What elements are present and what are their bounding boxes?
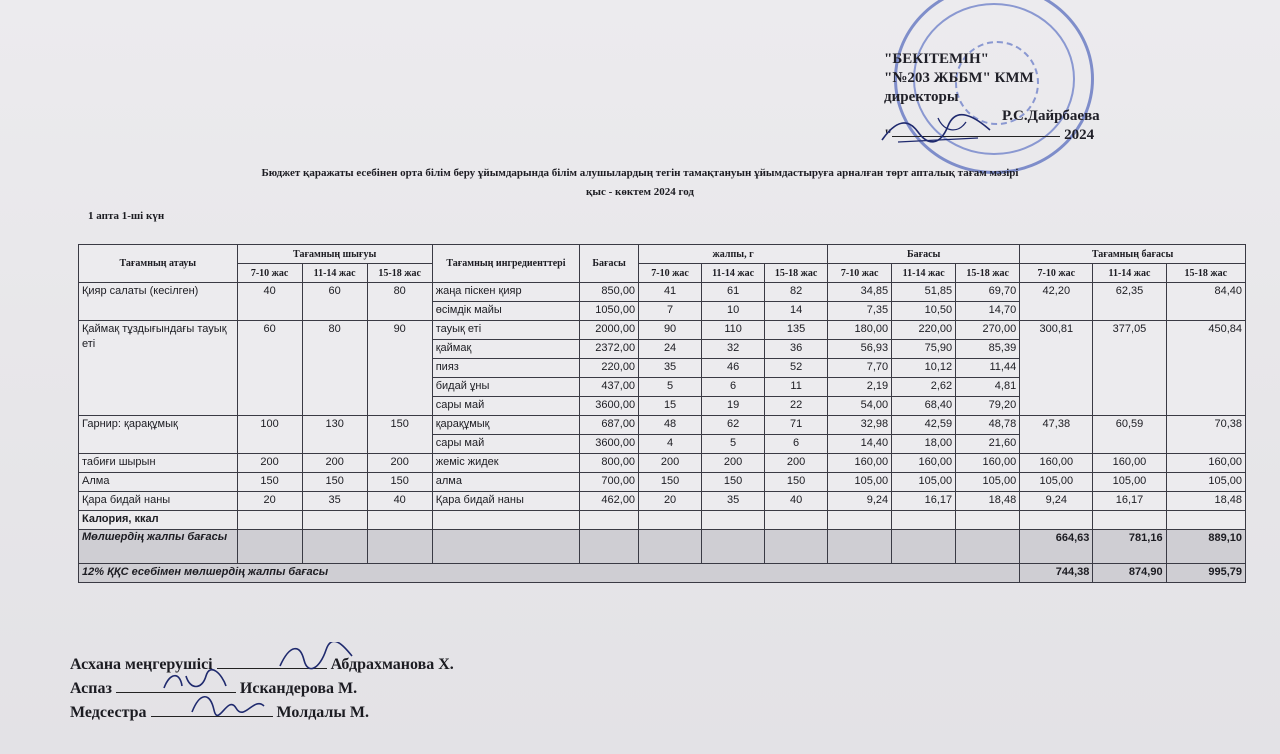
header-yield: Тағамның шығуы [237, 245, 432, 264]
empty-cell [765, 530, 828, 564]
dish-cost: 9,24 [1020, 492, 1093, 511]
ingredient-cost: 21,60 [956, 435, 1020, 454]
ingredient-gross: 35 [702, 492, 765, 511]
approval-year: 2024 [1064, 127, 1095, 143]
dish-cost: 16,17 [1093, 492, 1166, 511]
ingredient-name: қаймақ [432, 340, 579, 359]
empty-cell [639, 511, 702, 530]
director-signature [878, 112, 998, 148]
dish-cost: 60,59 [1093, 416, 1166, 454]
ingredient-gross: 6 [765, 435, 828, 454]
ingredient-price: 687,00 [580, 416, 639, 435]
ingredient-cost: 2,19 [828, 378, 892, 397]
empty-cell [367, 511, 432, 530]
ingredient-cost: 160,00 [828, 454, 892, 473]
ingredient-gross: 41 [639, 283, 702, 302]
empty-cell [892, 511, 956, 530]
ingredient-name: алма [432, 473, 579, 492]
calorie-row [79, 511, 1246, 530]
ingredient-price: 220,00 [580, 359, 639, 378]
empty-cell [956, 530, 1020, 564]
dish-name: Қара бидай наны [79, 492, 238, 511]
ingredient-name: сары май [432, 397, 579, 416]
header-dishcost-age3: 15-18 жас [1166, 264, 1245, 283]
date-quote: " [884, 127, 893, 143]
empty-cell [1093, 511, 1166, 530]
ingredient-name: жаңа піскен қияр [432, 283, 579, 302]
ingredient-gross: 32 [702, 340, 765, 359]
dish-yield: 130 [302, 416, 367, 454]
ingredient-gross: 10 [702, 302, 765, 321]
header-gross: жалпы, г [639, 245, 828, 264]
ingredient-cost: 75,90 [892, 340, 956, 359]
dish-yield: 60 [302, 283, 367, 321]
nurse-signature [188, 690, 268, 716]
ingredient-cost: 7,35 [828, 302, 892, 321]
empty-cell [237, 530, 302, 564]
signature-role-3: Медсестра [70, 704, 147, 721]
ingredient-price: 462,00 [580, 492, 639, 511]
header-cost-age2: 11-14 жас [892, 264, 956, 283]
header-gross-age1: 7-10 жас [639, 264, 702, 283]
ingredient-cost: 105,00 [828, 473, 892, 492]
ingredient-cost: 4,81 [956, 378, 1020, 397]
ingredient-cost: 69,70 [956, 283, 1020, 302]
ingredient-cost: 56,93 [828, 340, 892, 359]
ingredient-cost: 48,78 [956, 416, 1020, 435]
dish-yield: 150 [367, 473, 432, 492]
ingredient-gross: 62 [702, 416, 765, 435]
ingredient-price: 850,00 [580, 283, 639, 302]
header-dishcost-age1: 7-10 жас [1020, 264, 1093, 283]
ingredient-gross: 150 [765, 473, 828, 492]
ingredient-gross: 52 [765, 359, 828, 378]
ingredient-cost: 32,98 [828, 416, 892, 435]
dish-cost: 377,05 [1093, 321, 1166, 416]
empty-cell [580, 530, 639, 564]
total-value: 889,10 [1166, 530, 1245, 564]
header-ingredients: Тағамның ингредиенттері [432, 245, 579, 283]
ingredient-gross: 40 [765, 492, 828, 511]
vat-total-value: 874,90 [1093, 564, 1166, 583]
approval-line-3: директоры [884, 89, 959, 105]
ingredient-name: қарақұмық [432, 416, 579, 435]
dish-name: табиғи шырын [79, 454, 238, 473]
header-cost: Бағасы [828, 245, 1020, 264]
document-subtitle: қыс - көктем 2024 год [586, 186, 694, 198]
dish-yield: 60 [237, 321, 302, 416]
table-row [79, 473, 1246, 492]
ingredient-gross: 20 [639, 492, 702, 511]
ingredient-cost: 2,62 [892, 378, 956, 397]
ingredient-cost: 14,70 [956, 302, 1020, 321]
ingredient-gross: 150 [639, 473, 702, 492]
ingredient-name: өсімдік майы [432, 302, 579, 321]
ingredient-gross: 46 [702, 359, 765, 378]
ingredient-name: Қара бидай наны [432, 492, 579, 511]
ingredient-price: 700,00 [580, 473, 639, 492]
menu-table [78, 244, 1246, 583]
ingredient-cost: 18,48 [956, 492, 1020, 511]
empty-cell [237, 511, 302, 530]
calorie-label: Калория, ккал [79, 511, 238, 530]
header-price: Бағасы [580, 245, 639, 283]
dish-yield: 200 [302, 454, 367, 473]
ingredient-cost: 180,00 [828, 321, 892, 340]
ingredient-cost: 68,40 [892, 397, 956, 416]
header-cost-age3: 15-18 жас [956, 264, 1020, 283]
ingredient-price: 800,00 [580, 454, 639, 473]
ingredient-cost: 220,00 [892, 321, 956, 340]
header-dish-cost: Тағамның бағасы [1020, 245, 1246, 264]
ingredient-name: сары май [432, 435, 579, 454]
table-row [79, 283, 1246, 302]
empty-cell [1020, 511, 1093, 530]
dish-cost: 105,00 [1166, 473, 1245, 492]
header-dishcost-age2: 11-14 жас [1093, 264, 1166, 283]
dish-cost: 450,84 [1166, 321, 1245, 416]
dish-cost: 70,38 [1166, 416, 1245, 454]
ingredient-gross: 90 [639, 321, 702, 340]
table-row [79, 416, 1246, 435]
ingredient-cost: 9,24 [828, 492, 892, 511]
ingredient-cost: 85,39 [956, 340, 1020, 359]
signature-role-1: Асхана меңгерушісі [70, 656, 213, 673]
signature-role-2: Аспаз [70, 680, 112, 697]
ingredient-gross: 110 [702, 321, 765, 340]
dish-cost: 47,38 [1020, 416, 1093, 454]
ingredient-cost: 16,17 [892, 492, 956, 511]
table-row [79, 454, 1246, 473]
signature-row-1 [70, 652, 454, 676]
header-dish-name: Тағамның атауы [79, 245, 238, 283]
empty-cell [892, 530, 956, 564]
vat-total-row [79, 564, 1246, 583]
ingredient-name: жеміс жидек [432, 454, 579, 473]
ingredient-cost: 42,59 [892, 416, 956, 435]
empty-cell [702, 530, 765, 564]
ingredient-cost: 79,20 [956, 397, 1020, 416]
empty-cell [765, 511, 828, 530]
ingredient-cost: 7,70 [828, 359, 892, 378]
dish-yield: 40 [237, 283, 302, 321]
dish-cost: 300,81 [1020, 321, 1093, 416]
ingredient-gross: 200 [765, 454, 828, 473]
header-gross-age2: 11-14 жас [702, 264, 765, 283]
dish-cost: 84,40 [1166, 283, 1245, 321]
header-yield-age3: 15-18 жас [367, 264, 432, 283]
ingredient-gross: 15 [639, 397, 702, 416]
empty-cell [1166, 511, 1245, 530]
dish-yield: 90 [367, 321, 432, 416]
manager-signature [276, 642, 356, 670]
dish-yield: 150 [237, 473, 302, 492]
total-value: 664,63 [1020, 530, 1093, 564]
dish-yield: 80 [302, 321, 367, 416]
ingredient-gross: 5 [639, 378, 702, 397]
director-name: Р.С.Дайрбаева [1002, 108, 1100, 124]
ingredient-price: 437,00 [580, 378, 639, 397]
empty-cell [432, 530, 579, 564]
dish-yield: 100 [237, 416, 302, 454]
signature-name-2: Искандерова М. [239, 680, 358, 697]
ingredient-cost: 105,00 [892, 473, 956, 492]
ingredient-gross: 19 [702, 397, 765, 416]
ingredient-gross: 14 [765, 302, 828, 321]
header-cost-age1: 7-10 жас [828, 264, 892, 283]
vat-total-value: 995,79 [1166, 564, 1245, 583]
dish-cost: 160,00 [1166, 454, 1245, 473]
ingredient-cost: 105,00 [956, 473, 1020, 492]
ingredient-price: 2372,00 [580, 340, 639, 359]
dish-yield: 80 [367, 283, 432, 321]
dish-yield: 35 [302, 492, 367, 511]
empty-cell [302, 530, 367, 564]
ingredient-cost: 270,00 [956, 321, 1020, 340]
total-value: 781,16 [1093, 530, 1166, 564]
empty-cell [828, 530, 892, 564]
header-gross-age3: 15-18 жас [765, 264, 828, 283]
empty-cell [639, 530, 702, 564]
dish-cost: 62,35 [1093, 283, 1166, 321]
empty-cell [580, 511, 639, 530]
ingredient-gross: 200 [639, 454, 702, 473]
signature-name-1: Абдрахманова Х. [330, 656, 454, 673]
dish-cost: 105,00 [1093, 473, 1166, 492]
ingredient-price: 3600,00 [580, 397, 639, 416]
table-row [79, 492, 1246, 511]
ingredient-gross: 24 [639, 340, 702, 359]
ingredient-gross: 36 [765, 340, 828, 359]
dish-yield: 200 [367, 454, 432, 473]
ingredient-price: 3600,00 [580, 435, 639, 454]
ingredient-gross: 61 [702, 283, 765, 302]
empty-cell [956, 511, 1020, 530]
ingredient-cost: 18,00 [892, 435, 956, 454]
ingredient-gross: 35 [639, 359, 702, 378]
dish-name: Қияр салаты (кесілген) [79, 283, 238, 321]
dish-yield: 150 [367, 416, 432, 454]
header-yield-age2: 11-14 жас [302, 264, 367, 283]
ingredient-gross: 6 [702, 378, 765, 397]
dish-cost: 160,00 [1093, 454, 1166, 473]
header-yield-age1: 7-10 жас [237, 264, 302, 283]
ingredient-gross: 4 [639, 435, 702, 454]
ingredient-price: 1050,00 [580, 302, 639, 321]
vat-total-label: 12% ҚҚС есебімен мөлшердің жалпы бағасы [79, 564, 1020, 583]
ingredient-cost: 14,40 [828, 435, 892, 454]
ingredient-name: пияз [432, 359, 579, 378]
vat-total-value: 744,38 [1020, 564, 1093, 583]
ingredient-price: 2000,00 [580, 321, 639, 340]
ingredient-gross: 22 [765, 397, 828, 416]
dish-yield: 40 [367, 492, 432, 511]
ingredient-gross: 200 [702, 454, 765, 473]
ingredient-name: тауық еті [432, 321, 579, 340]
ingredient-cost: 11,44 [956, 359, 1020, 378]
day-label: 1 апта 1-ші күн [88, 210, 165, 222]
ingredient-gross: 135 [765, 321, 828, 340]
ingredient-gross: 7 [639, 302, 702, 321]
approval-line-2: "№203 ЖББМ" КММ [884, 70, 1034, 86]
table-row [79, 321, 1246, 340]
empty-cell [702, 511, 765, 530]
dish-yield: 20 [237, 492, 302, 511]
ingredient-gross: 48 [639, 416, 702, 435]
ingredient-gross: 5 [702, 435, 765, 454]
document-title: Бюджет қаражаты есебінен орта білім беру ұйымдарында білім алушылардың тегін тамақтануын ұйымдастыруға арналған төрт апталық тағам мәзірі [261, 167, 1019, 179]
total-row [79, 530, 1246, 564]
empty-cell [828, 511, 892, 530]
dish-cost: 160,00 [1020, 454, 1093, 473]
ingredient-gross: 11 [765, 378, 828, 397]
ingredient-cost: 10,50 [892, 302, 956, 321]
dish-name: Гарнир: қарақұмық [79, 416, 238, 454]
ingredient-name: бидай ұны [432, 378, 579, 397]
dish-name: Алма [79, 473, 238, 492]
ingredient-cost: 54,00 [828, 397, 892, 416]
approval-line-1: "БЕКІТЕМІН" [884, 51, 989, 67]
ingredient-gross: 82 [765, 283, 828, 302]
dish-cost: 42,20 [1020, 283, 1093, 321]
dish-yield: 200 [237, 454, 302, 473]
dish-yield: 150 [302, 473, 367, 492]
ingredient-cost: 51,85 [892, 283, 956, 302]
empty-cell [432, 511, 579, 530]
ingredient-cost: 160,00 [892, 454, 956, 473]
empty-cell [302, 511, 367, 530]
ingredient-cost: 160,00 [956, 454, 1020, 473]
empty-cell [367, 530, 432, 564]
total-label: Мөлшердің жалпы бағасы [79, 530, 238, 564]
ingredient-cost: 10,12 [892, 359, 956, 378]
dish-name: Қаймақ тұздығындағы тауық еті [79, 321, 238, 416]
ingredient-gross: 150 [702, 473, 765, 492]
ingredient-cost: 34,85 [828, 283, 892, 302]
signature-name-3: Молдалы М. [276, 704, 369, 721]
ingredient-gross: 71 [765, 416, 828, 435]
dish-cost: 105,00 [1020, 473, 1093, 492]
dish-cost: 18,48 [1166, 492, 1245, 511]
